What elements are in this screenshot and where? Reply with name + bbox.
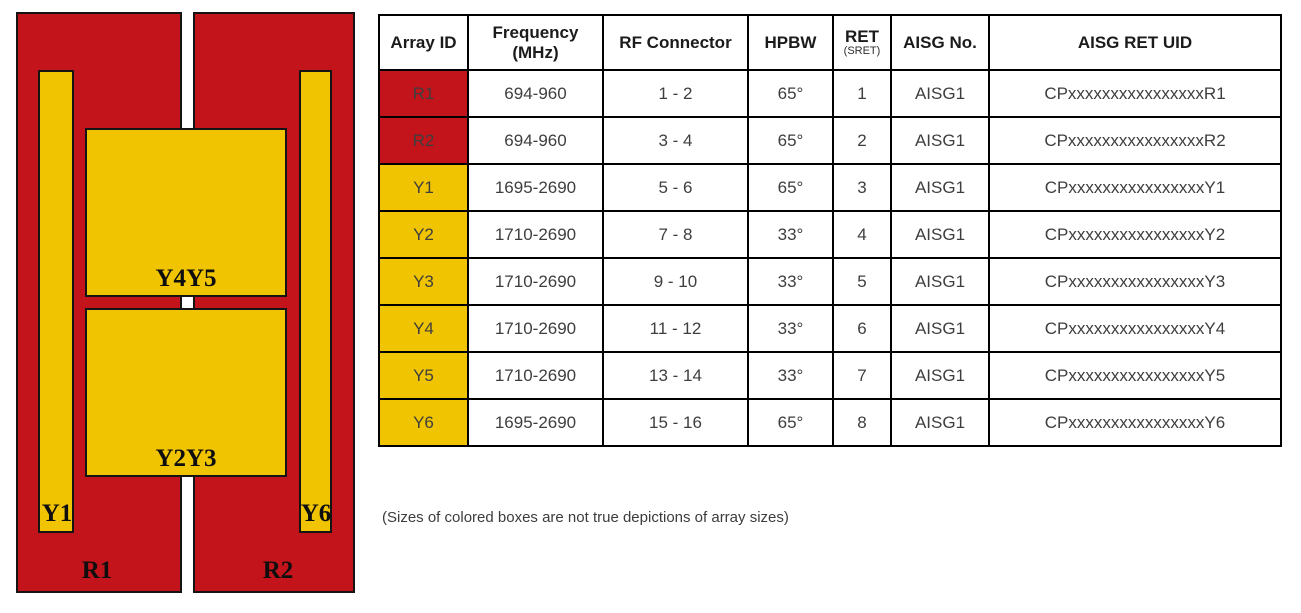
aisg-no-cell: AISG1 [891, 211, 989, 258]
aisg-no-cell: AISG1 [891, 258, 989, 305]
aisg-no-cell: AISG1 [891, 164, 989, 211]
rf-connector-cell: 7 - 8 [603, 211, 748, 258]
table-row [379, 211, 1281, 258]
col-header-aisg-ret-uid: AISG RET UID [989, 15, 1281, 70]
col-header-aisg-no: AISG No. [891, 15, 989, 70]
array-id-cell: Y3 [379, 258, 468, 305]
frequency-cell: 1710-2690 [468, 258, 603, 305]
col-header-array-id: Array ID [379, 15, 468, 70]
aisg-ret-uid-cell: CPxxxxxxxxxxxxxxxxR2 [989, 117, 1281, 164]
hpbw-cell: 33° [748, 211, 833, 258]
rf-connector-cell: 9 - 10 [603, 258, 748, 305]
hpbw-cell: 33° [748, 258, 833, 305]
hpbw-cell: 65° [748, 399, 833, 446]
col-header-sret: (SRET) [843, 45, 881, 58]
ret-cell: 2 [833, 117, 891, 164]
size-disclaimer-note: (Sizes of colored boxes are not true depictions of array sizes) [382, 509, 789, 526]
aisg-no-cell: AISG1 [891, 352, 989, 399]
hpbw-cell: 33° [748, 305, 833, 352]
aisg-ret-uid-cell: CPxxxxxxxxxxxxxxxxY3 [989, 258, 1281, 305]
ret-cell: 5 [833, 258, 891, 305]
array-spec-table [378, 14, 1282, 447]
table-row [379, 117, 1281, 164]
ret-cell: 1 [833, 70, 891, 117]
frequency-cell: 694-960 [468, 117, 603, 164]
table-row [379, 164, 1281, 211]
array-id-cell: Y6 [379, 399, 468, 446]
hpbw-cell: 33° [748, 352, 833, 399]
aisg-ret-uid-cell: CPxxxxxxxxxxxxxxxxY5 [989, 352, 1281, 399]
array-label-y1: Y1 [41, 500, 73, 527]
frequency-cell: 1710-2690 [468, 305, 603, 352]
col-header-ret: RET (SRET) [833, 15, 891, 70]
ret-cell: 3 [833, 164, 891, 211]
frequency-cell: 1695-2690 [468, 164, 603, 211]
aisg-no-cell: AISG1 [891, 399, 989, 446]
rf-connector-cell: 5 - 6 [603, 164, 748, 211]
ret-cell: 8 [833, 399, 891, 446]
frequency-cell: 1710-2690 [468, 352, 603, 399]
aisg-ret-uid-cell: CPxxxxxxxxxxxxxxxxY6 [989, 399, 1281, 446]
aisg-ret-uid-cell: CPxxxxxxxxxxxxxxxxY1 [989, 164, 1281, 211]
col-header-rf-connector: RF Connector [603, 15, 748, 70]
array-id-cell: Y2 [379, 211, 468, 258]
col-header-hpbw: HPBW [748, 15, 833, 70]
array-label-y2y3: Y2Y3 [155, 445, 217, 472]
array-y6-region [299, 70, 332, 533]
hpbw-cell: 65° [748, 164, 833, 211]
ret-cell: 7 [833, 352, 891, 399]
rf-connector-cell: 3 - 4 [603, 117, 748, 164]
array-label-y4y5: Y4Y5 [155, 265, 217, 292]
table-row [379, 70, 1281, 117]
array-label-r1: R1 [81, 557, 113, 584]
ret-cell: 6 [833, 305, 891, 352]
rf-connector-cell: 1 - 2 [603, 70, 748, 117]
frequency-cell: 1695-2690 [468, 399, 603, 446]
hpbw-cell: 65° [748, 117, 833, 164]
frequency-cell: 1710-2690 [468, 211, 603, 258]
array-id-cell: Y5 [379, 352, 468, 399]
rf-connector-cell: 13 - 14 [603, 352, 748, 399]
table-row [379, 352, 1281, 399]
aisg-ret-uid-cell: CPxxxxxxxxxxxxxxxxR1 [989, 70, 1281, 117]
ret-cell: 4 [833, 211, 891, 258]
array-id-cell: Y1 [379, 164, 468, 211]
aisg-ret-uid-cell: CPxxxxxxxxxxxxxxxxY2 [989, 211, 1281, 258]
aisg-no-cell: AISG1 [891, 305, 989, 352]
rf-connector-cell: 11 - 12 [603, 305, 748, 352]
array-id-cell: Y4 [379, 305, 468, 352]
hpbw-cell: 65° [748, 70, 833, 117]
aisg-no-cell: AISG1 [891, 70, 989, 117]
aisg-no-cell: AISG1 [891, 117, 989, 164]
array-label-y6: Y6 [300, 500, 332, 527]
rf-connector-cell: 15 - 16 [603, 399, 748, 446]
array-id-cell: R2 [379, 117, 468, 164]
col-header-frequency: Frequency (MHz) [468, 15, 603, 70]
table-header-row [379, 15, 1281, 70]
table-row [379, 258, 1281, 305]
array-label-r2: R2 [262, 557, 294, 584]
frequency-cell: 694-960 [468, 70, 603, 117]
table-row [379, 399, 1281, 446]
array-y1-region [38, 70, 74, 533]
array-id-cell: R1 [379, 70, 468, 117]
antenna-array-diagram [0, 0, 372, 613]
table-row [379, 305, 1281, 352]
aisg-ret-uid-cell: CPxxxxxxxxxxxxxxxxY4 [989, 305, 1281, 352]
